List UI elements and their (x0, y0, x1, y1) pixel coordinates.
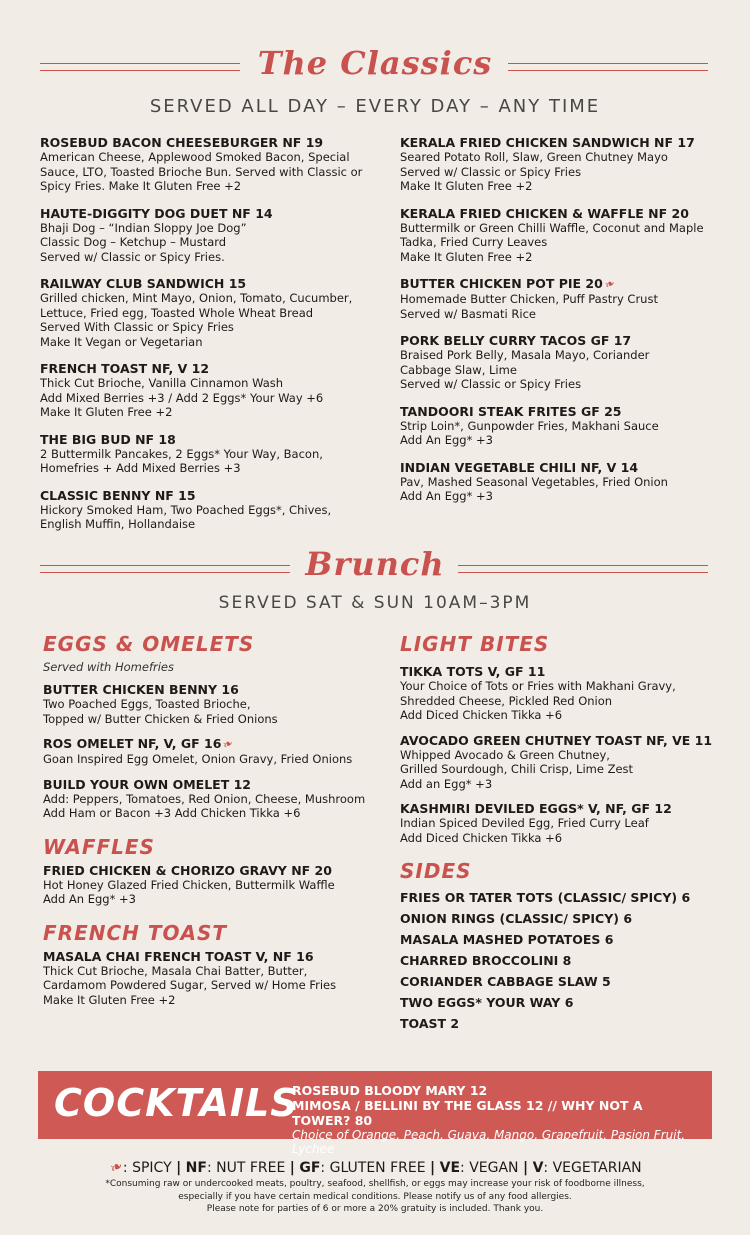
brunch-left-column (43, 632, 383, 1017)
menu-item (400, 460, 740, 504)
item-desc: American Cheese, Applewood Smoked Bacon, Special Sauce, LTO, Toasted Brioche Bun. Served with Classic or Spicy Fries. Make It Gluten Free +2 (40, 150, 363, 193)
item-desc: Two Poached Eggs, Toasted Brioche, Topped w/ Butter Chicken & Fried Onions (43, 697, 278, 726)
item-desc: Strip Loin*, Gunpowder Fries, Makhani Sauce Add An Egg* +3 (400, 418, 659, 447)
french-toast-heading: FRENCH TOAST (43, 920, 228, 945)
brunch-right-column (400, 632, 740, 1034)
dietary-legend (0, 1158, 750, 1176)
menu-item (40, 432, 380, 476)
item-name (43, 736, 383, 752)
legend-ve: : VEGAN (460, 1160, 519, 1176)
menu-item (43, 863, 383, 907)
legend-ve-code: VE (439, 1160, 461, 1176)
item-name: FRIED CHICKEN & CHORIZO GRAVY NF 20 (43, 862, 332, 878)
item-name: KERALA FRIED CHICKEN SANDWICH NF 17 (400, 135, 695, 150)
item-name: CLASSIC BENNY NF 15 (40, 487, 196, 503)
brunch-subtitle: SERVED SAT & SUN 10AM–3PM (218, 593, 532, 613)
item-desc: Thick Cut Brioche, Masala Chai Batter, Butter, Cardamom Powdered Sugar, Served w/ Home Fries Make It Gluten Free +2 (43, 963, 337, 1007)
item-name: THE BIG BUD NF 18 (40, 431, 176, 447)
brunch-title: Brunch (305, 545, 445, 583)
menu-item (43, 736, 383, 767)
disclaimer-line: *Consuming raw or undercooked meats, poultry, seafood, shellfish, or eggs may increase your risk of foodborne illness, (105, 1179, 645, 1189)
item-desc: Thick Cut Brioche, Vanilla Cinnamon Wash Add Mixed Berries +3 / Add 2 Eggs* Your Way +6 Make It Gluten Free +2 (40, 376, 324, 419)
item-desc: Seared Potato Roll, Slaw, Green Chutney Mayo Served w/ Classic or Spicy Fries Make It Gluten Free +2 (400, 150, 668, 193)
item-name (400, 276, 740, 292)
item-name: AVOCADO GREEN CHUTNEY TOAST NF, VE 11 (400, 732, 713, 748)
item-name-text: ROS OMELET NF, V, GF 16 (43, 736, 222, 751)
disclaimer-line: especially if you have certain medical conditions. Please notify us of any food allergies. (178, 1191, 572, 1202)
light-bites-heading: LIGHT BITES (400, 632, 550, 656)
menu-item (400, 733, 740, 792)
sides-heading: SIDES (400, 859, 472, 883)
classics-title: The Classics (257, 44, 493, 82)
legend-gf-code: GF (299, 1160, 321, 1176)
classics-subtitle: SERVED ALL DAY – EVERY DAY – ANY TIME (149, 96, 601, 117)
item-name: INDIAN VEGETABLE CHILI NF, V 14 (400, 459, 639, 475)
menu-item (400, 333, 740, 392)
item-name: KERALA FRIED CHICKEN & WAFFLE NF 20 (400, 205, 689, 221)
cocktail-item: MIMOSA / BELLINI BY THE GLASS 12 // WHY NOT A TOWER? 80 (292, 1098, 643, 1128)
menu-item (43, 949, 383, 1008)
item-desc: Homemade Butter Chicken, Puff Pastry Crust Served w/ Basmati Rice (400, 292, 658, 321)
menu-item (400, 135, 740, 194)
side-item: CORIANDER CABBAGE SLAW 5 (400, 974, 611, 989)
side-item: ONION RINGS (CLASSIC/ SPICY) 6 (400, 911, 633, 926)
item-desc: Goan Inspired Egg Omelet, Onion Gravy, Fried Onions (43, 752, 353, 766)
item-name: FRENCH TOAST NF, V 12 (40, 361, 210, 376)
side-item: CHARRED BROCCOLINI 8 (400, 953, 572, 968)
item-name: ROSEBUD BACON CHEESEBURGER NF 19 (40, 135, 324, 150)
legend-separator: | (289, 1160, 295, 1176)
legend-nf-code: NF (185, 1160, 207, 1176)
menu-item (40, 488, 380, 532)
item-name: TIKKA TOTS V, GF 11 (400, 664, 546, 679)
legend-separator: | (176, 1160, 182, 1176)
disclaimer-line: Please note for parties of 6 or more a 20% gratuity is included. Thank you. (206, 1204, 544, 1214)
menu-item (400, 801, 740, 845)
legend-separator: | (522, 1160, 529, 1176)
menu-item (40, 206, 380, 265)
legend-v-code: V (532, 1160, 544, 1176)
chili-pepper-icon: ❧ (602, 275, 618, 293)
item-desc: Buttermilk or Green Chilli Waffle, Coconut and Maple Tadka, Fried Curry Leaves Make It Gluten Free +2 (400, 220, 704, 264)
side-item: TWO EGGS* YOUR WAY 6 (400, 995, 574, 1010)
item-name: MASALA CHAI FRENCH TOAST V, NF 16 (43, 948, 314, 964)
chili-pepper-icon: ❧ (107, 1156, 127, 1178)
menu-item (400, 276, 740, 321)
classics-right-column (400, 135, 740, 516)
legend-v: : VEGETARIAN (543, 1160, 642, 1176)
cocktails-banner (38, 1071, 712, 1156)
chili-pepper-icon: ❧ (220, 735, 236, 753)
item-desc: Bhaji Dog – “Indian Sloppy Joe Dog” Classic Dog – Ketchup – Mustard Served w/ Classic or Spicy Fries. (40, 220, 247, 264)
item-name: KASHMIRI DEVILED EGGS* V, NF, GF 12 (400, 801, 672, 816)
item-name: HAUTE-DIGGITY DOG DUET NF 14 (40, 205, 273, 221)
menu-item (40, 276, 380, 349)
side-item: TOAST 2 (400, 1016, 460, 1031)
item-name-text: BUTTER CHICKEN POT PIE 20 (400, 276, 603, 291)
item-desc: Hickory Smoked Ham, Two Poached Eggs*, Chives, English Muffin, Hollandaise (40, 502, 332, 531)
menu-item (400, 404, 740, 448)
menu-item (400, 664, 740, 723)
legend-separator: | (430, 1160, 436, 1176)
waffles-heading: WAFFLES (43, 834, 155, 859)
eggs-omelets-heading: EGGS & OMELETS (43, 632, 255, 656)
item-desc: Add: Peppers, Tomatoes, Red Onion, Cheese, Mushroom Add Ham or Bacon +3 Add Chicken Tikka +6 (43, 791, 366, 820)
cocktails-title: COCKTAILS (54, 1081, 299, 1125)
item-name: BUTTER CHICKEN BENNY 16 (43, 682, 239, 697)
side-item: FRIES OR TATER TOTS (CLASSIC/ SPICY) 6 (400, 890, 691, 905)
cocktail-item: ROSEBUD BLOODY MARY 12 (292, 1083, 488, 1098)
menu-item (40, 361, 380, 420)
item-desc: Braised Pork Belly, Masala Mayo, Coriander Cabbage Slaw, Lime Served w/ Classic or Spicy Fries (400, 348, 650, 391)
menu-item (400, 206, 740, 265)
item-desc: Hot Honey Glazed Fried Chicken, Buttermilk Waffle Add An Egg* +3 (43, 877, 335, 906)
item-name: TANDOORI STEAK FRITES GF 25 (400, 403, 622, 419)
item-desc: Your Choice of Tots or Fries with Makhani Gravy, Shredded Cheese, Pickled Red Onion Add Diced Chicken Tikka +6 (400, 679, 676, 722)
side-item: MASALA MASHED POTATOES 6 (400, 932, 614, 947)
legend-gf: : GLUTEN FREE (320, 1160, 426, 1176)
eggs-note: Served with Homefries (43, 660, 174, 674)
item-name: PORK BELLY CURRY TACOS GF 17 (400, 333, 632, 348)
menu-item (43, 682, 383, 726)
legend-nf: : NUT FREE (206, 1160, 286, 1176)
item-desc: Indian Spiced Deviled Egg, Fried Curry Leaf Add Diced Chicken Tikka +6 (400, 816, 649, 845)
classics-left-column (40, 135, 380, 544)
item-desc: 2 Buttermilk Pancakes, 2 Eggs* Your Way, Bacon, Homefries + Add Mixed Berries +3 (40, 446, 323, 475)
item-desc: Pav, Mashed Seasonal Vegetables, Fried Onion Add An Egg* +3 (400, 474, 668, 503)
item-name: BUILD YOUR OWN OMELET 12 (43, 776, 251, 792)
cocktails-list (292, 1083, 702, 1156)
item-name: RAILWAY CLUB SANDWICH 15 (40, 276, 247, 291)
disclaimer (60, 1178, 690, 1216)
legend-spicy: : SPICY (122, 1160, 172, 1176)
cocktail-options: Choice of Orange, Peach, Guava, Mango, Grapefruit, Pasion Fruit, Lychee (292, 1128, 686, 1156)
menu-item (43, 777, 383, 821)
item-desc: Whipped Avocado & Green Chutney, Grilled Sourdough, Chili Crisp, Lime Zest Add an Egg* +3 (400, 747, 634, 791)
menu-item (40, 135, 380, 194)
item-desc: Grilled chicken, Mint Mayo, Onion, Tomato, Cucumber, Lettuce, Fried egg, Toasted Whole Wheat Bread Served With Classic or Spicy Fries Make It Vegan or Vegetarian (40, 291, 353, 349)
